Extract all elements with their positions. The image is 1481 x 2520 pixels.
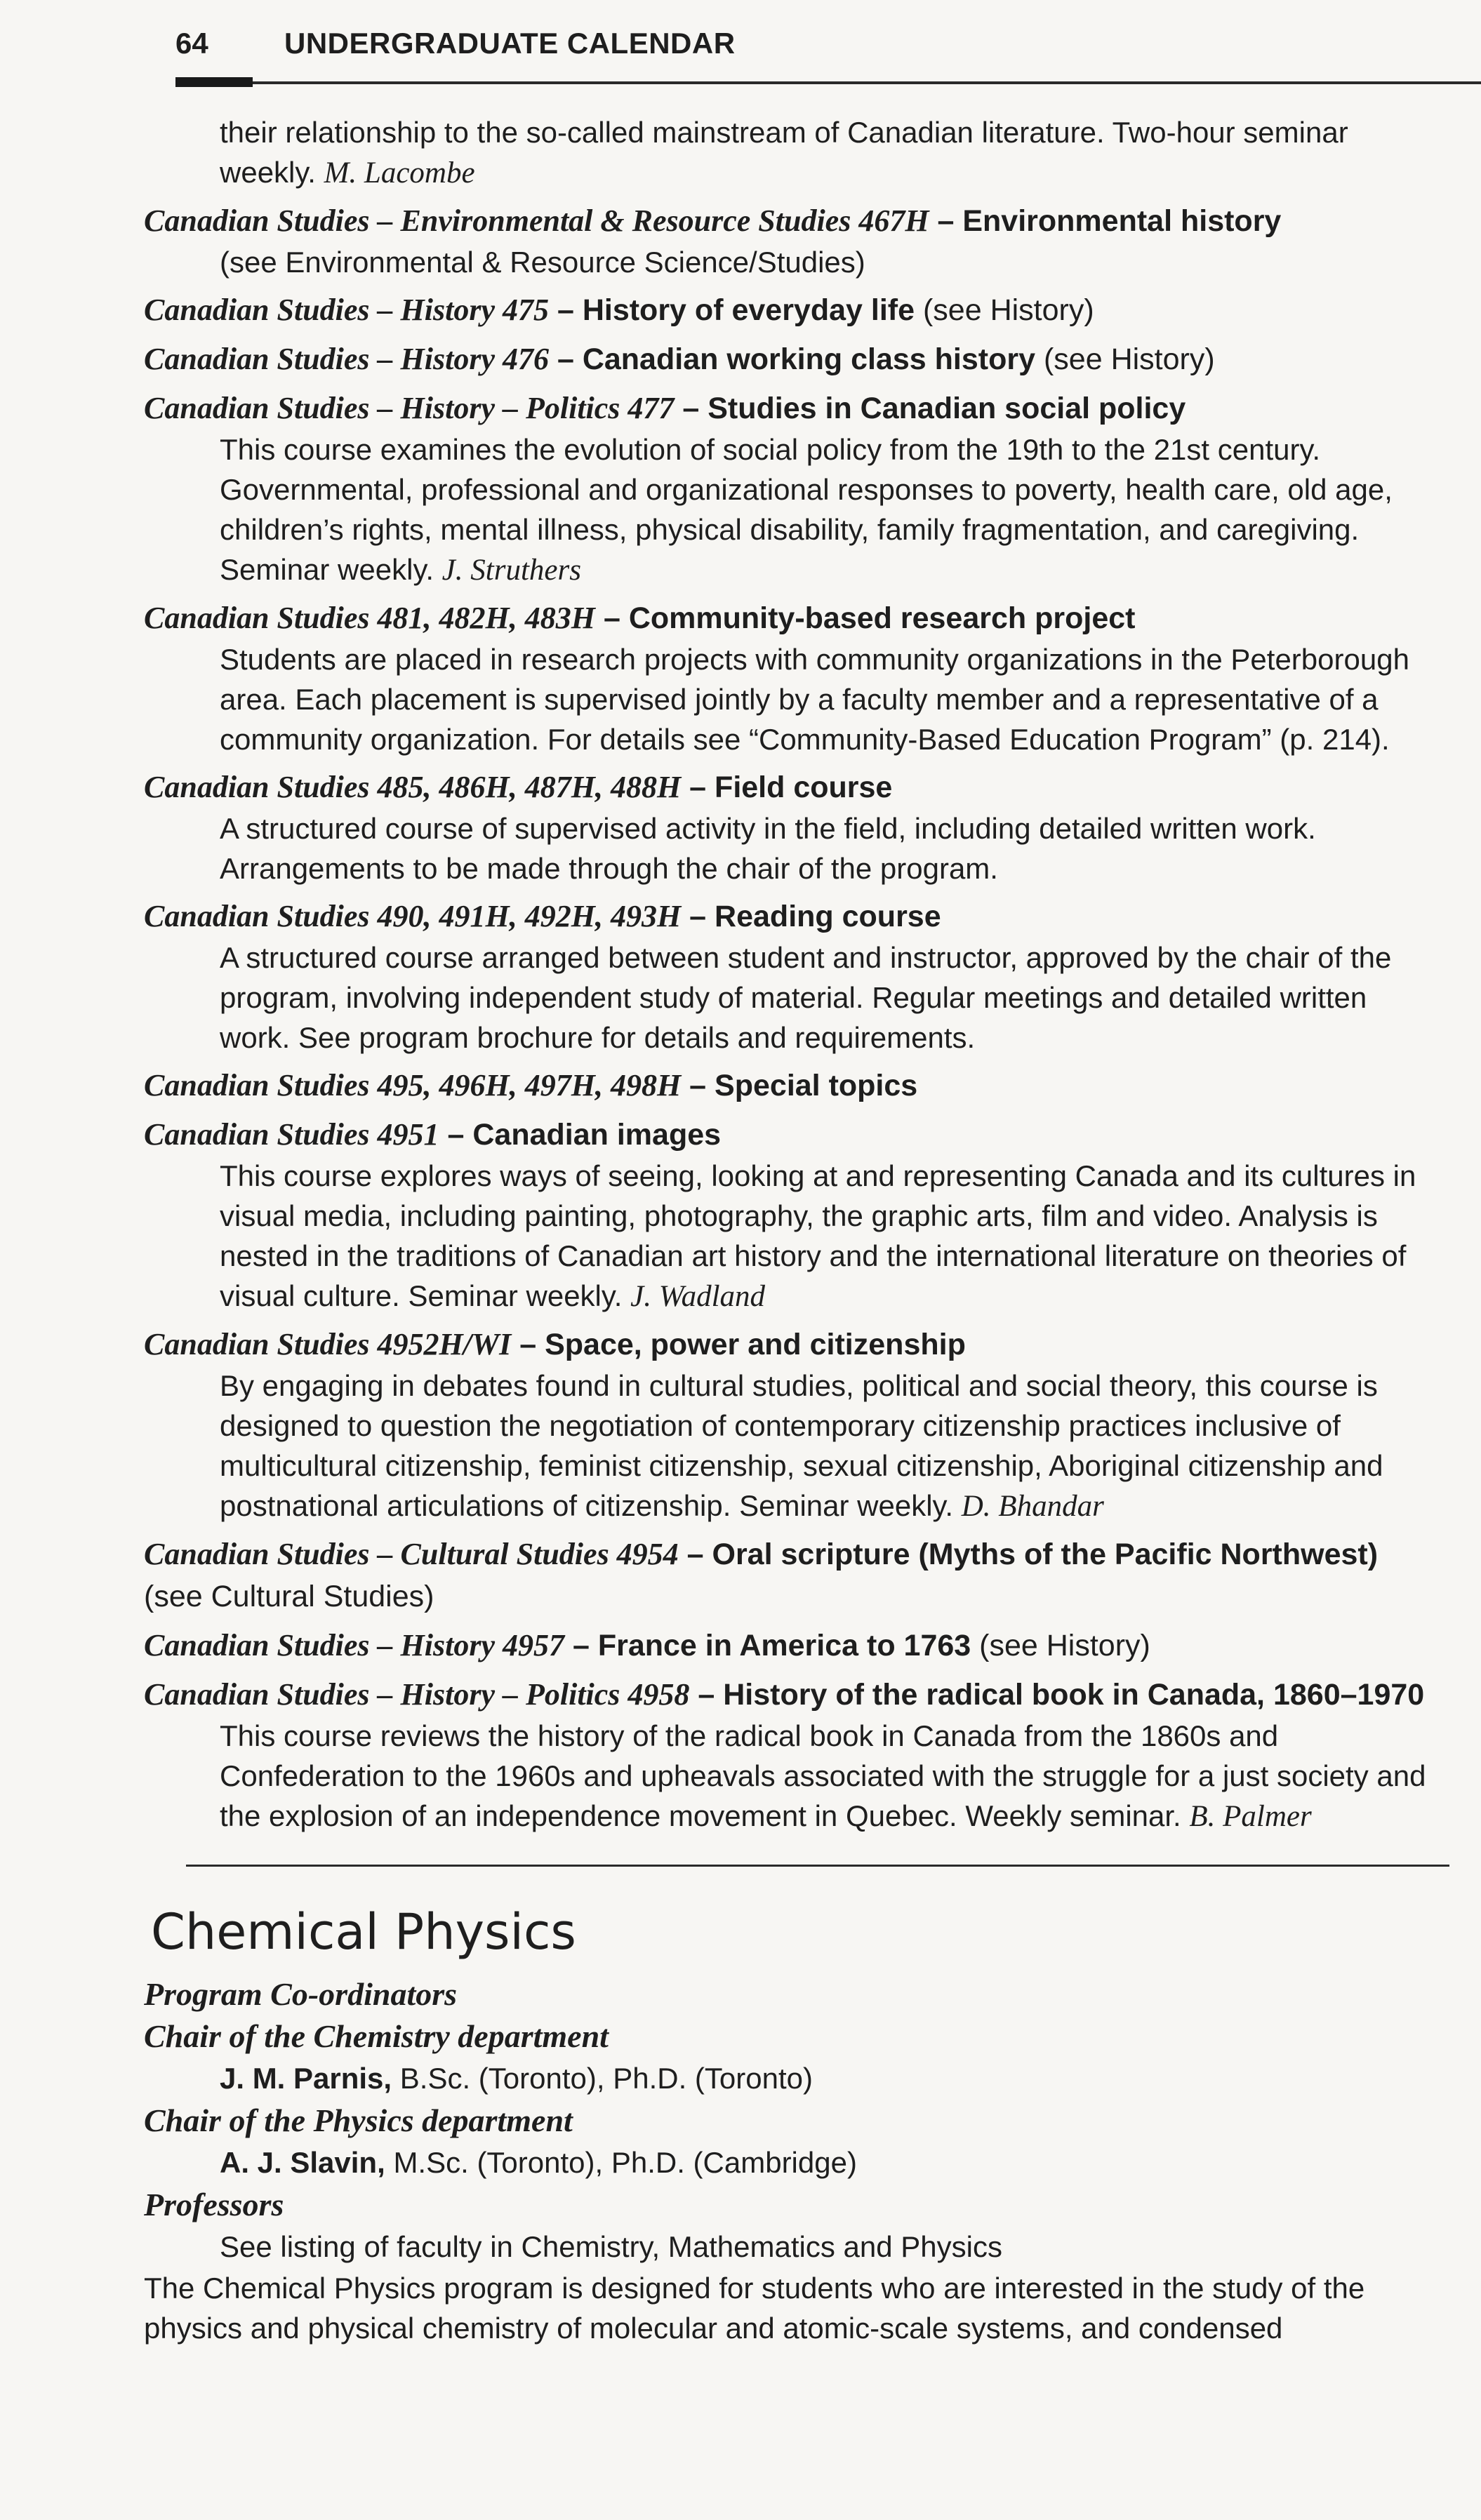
course-title: Space, power and citizenship [545, 1328, 966, 1361]
course-heading: Canadian Studies 495, 496H, 497H, 498H – Special topics [144, 1068, 918, 1102]
course-description: their relationship to the so-called mainstream of Canadian literature. Two-hour seminar weekly. M. Lacombe [220, 116, 1348, 189]
course-description: Students are placed in research projects with community organizations in the Peterborough area. Each placement is supervised jointly by a faculty member and a representative of a community organization. For details see “Community-Based Education Program” (p. 214). [220, 643, 1409, 756]
course-heading: Canadian Studies – History – Politics 477 – Studies in Canadian social policy [144, 391, 1186, 425]
course-description: This course examines the evolution of social policy from the 19th to the 21st century. Governmental, professional and organizational responses to poverty, health care, old age, children’s rights, mental illness, physical disability, family fragmentation, and caregiving. Seminar weekly. J. Struthers [220, 433, 1393, 587]
chemistry-chair [144, 2058, 1442, 2100]
course-entry [144, 289, 1442, 331]
program-intro: The Chemical Physics program is designed for students who are interested in the study of the physics and physical chemistry of molecular and atomic-scale systems, and condensed [144, 2272, 1365, 2345]
course-title: History of everyday life [582, 293, 915, 327]
course-heading: Canadian Studies 490, 491H, 492H, 493H – Reading course [144, 899, 941, 933]
course-code: Canadian Studies – History – Politics 477 [144, 391, 675, 425]
course-heading: Canadian Studies – History 4957 – France in America to 1763 (see History) [144, 1628, 1150, 1662]
course-heading: Canadian Studies – History – Politics 4958 – History of the radical book in Canada, 1860–1970 [144, 1677, 1425, 1712]
course-code: Canadian Studies – History 476 [144, 342, 550, 376]
course-title: Canadian images [472, 1118, 722, 1152]
person-degrees: M.Sc. (Toronto), Ph.D. (Cambridge) [393, 2146, 857, 2179]
course-entry [144, 1533, 1442, 1618]
course-entry [144, 1065, 1442, 1107]
course-code: Canadian Studies 4952H/WI [144, 1327, 512, 1361]
professors-text: See listing of faculty in Chemistry, Mathematics and Physics [220, 2230, 1002, 2263]
course-title: Field course [715, 771, 893, 804]
page-content [144, 112, 1442, 2348]
course-code: Canadian Studies 490, 491H, 492H, 493H [144, 899, 682, 933]
course-entry [144, 766, 1442, 888]
course-entry [144, 338, 1442, 380]
course-heading: Canadian Studies 4952H/WI – Space, power and citizenship [144, 1327, 966, 1361]
course-entry [144, 895, 1442, 1058]
course-entry [144, 200, 1442, 282]
course-heading: Canadian Studies 4951 – Canadian images [144, 1117, 722, 1152]
course-heading: Canadian Studies – Cultural Studies 4954 – Oral scripture (Myths of the Pacific Northwest) (see Cultural Studies) [144, 1537, 1379, 1613]
physics-chair-label: Chair of the Physics department [144, 2102, 573, 2138]
course-code: Canadian Studies – History 475 [144, 293, 550, 327]
course-entry [144, 1114, 1442, 1316]
person-name: J. M. Parnis, [220, 2062, 392, 2095]
course-title: Community-based research project [628, 601, 1136, 635]
physics-chair [144, 2142, 1442, 2184]
cross-reference: (see History) [979, 1629, 1150, 1662]
course-title: Oral scripture (Myths of the Pacific Northwest) [712, 1538, 1379, 1571]
instructor: J. Struthers [441, 554, 581, 587]
course-heading: Canadian Studies – Environmental & Resource Studies 467H – Environmental history [144, 204, 1282, 238]
person-name: A. J. Slavin, [220, 2146, 385, 2179]
course-description: This course explores ways of seeing, looking at and representing Canada and its cultures in visual media, including painting, photography, the graphic arts, film and video. Analysis is nested in the traditions of Canadian art history and the international literature on theories of visual culture. Seminar weekly. J. Wadland [220, 1159, 1416, 1313]
header-bar [175, 77, 253, 87]
course-entry [144, 112, 1442, 193]
course-description: By engaging in debates found in cultural studies, political and social theory, this course is designed to question the negotiation of contemporary citizenship practices inclusive of multicultural citizenship, feminist citizenship, sexual citizenship, Aboriginal citizenship and postnational articulations of citizenship. Seminar weekly. D. Bhandar [220, 1369, 1383, 1523]
course-code: Canadian Studies – Cultural Studies 4954 [144, 1537, 679, 1571]
cross-reference: (see History) [1043, 342, 1215, 376]
cross-reference: (see History) [922, 293, 1094, 327]
course-title: Special topics [715, 1069, 918, 1102]
course-code: Canadian Studies – Environmental & Resource Studies 467H [144, 204, 929, 238]
course-entry [144, 1625, 1442, 1667]
course-heading: Canadian Studies 485, 486H, 487H, 488H – Field course [144, 770, 893, 804]
course-code: Canadian Studies 4951 [144, 1117, 439, 1152]
instructor: D. Bhandar [961, 1490, 1104, 1523]
course-heading: Canadian Studies – History 475 – History of everyday life (see History) [144, 293, 1094, 327]
course-heading: Canadian Studies – History 476 – Canadian working class history (see History) [144, 342, 1215, 376]
instructor: B. Palmer [1189, 1800, 1312, 1833]
program-coordinators-label: Program Co-ordinators [144, 1976, 458, 2012]
course-description: A structured course arranged between student and instructor, approved by the chair of the program, involving independent study of material. Regular meetings and detailed written work. See program brochure for details and requirements. [220, 941, 1392, 1054]
course-title: France in America to 1763 [597, 1629, 971, 1662]
course-entry [144, 387, 1442, 590]
course-description: (see Environmental & Resource Science/Studies) [220, 246, 865, 279]
course-entry [144, 1674, 1442, 1836]
header-rule [253, 81, 1481, 84]
course-description: A structured course of supervised activity in the field, including detailed written work. Arrangements to be made through the chair of the program. [220, 812, 1316, 885]
course-entry [144, 597, 1442, 759]
course-code: Canadian Studies – History 4957 [144, 1628, 565, 1662]
course-entry [144, 1324, 1442, 1526]
section-divider [186, 1865, 1449, 1867]
header-title: UNDERGRADUATE CALENDAR [284, 27, 736, 60]
course-title: Reading course [715, 900, 941, 933]
course-title: Studies in Canadian social policy [708, 392, 1186, 425]
course-code: Canadian Studies 495, 496H, 497H, 498H [144, 1068, 682, 1102]
chemistry-chair-label: Chair of the Chemistry department [144, 2018, 609, 2054]
person-degrees: B.Sc. (Toronto), Ph.D. (Toronto) [399, 2062, 813, 2095]
course-title: Environmental history [962, 204, 1282, 238]
course-title: History of the radical book in Canada, 1860–1970 [723, 1678, 1425, 1712]
course-code: Canadian Studies – History – Politics 4958 [144, 1677, 690, 1712]
instructor: J. Wadland [630, 1280, 766, 1313]
section-title: Chemical Physics [151, 1903, 576, 1961]
course-description: This course reviews the history of the radical book in Canada from the 1860s and Confederation to the 1960s and upheavals associated with the struggle for a just society and the explosion of an independence movement in Quebec. Weekly seminar. B. Palmer [220, 1719, 1426, 1833]
course-title: Canadian working class history [582, 342, 1036, 376]
course-code: Canadian Studies 481, 482H, 483H [144, 601, 596, 635]
page-number: 64 [175, 27, 208, 60]
course-heading: Canadian Studies 481, 482H, 483H – Community-based research project [144, 601, 1136, 635]
course-code: Canadian Studies 485, 486H, 487H, 488H [144, 770, 682, 804]
cross-reference: (see Cultural Studies) [144, 1580, 434, 1613]
instructor: M. Lacombe [324, 156, 475, 189]
page-header [175, 27, 1439, 76]
professors-label: Professors [144, 2187, 284, 2222]
